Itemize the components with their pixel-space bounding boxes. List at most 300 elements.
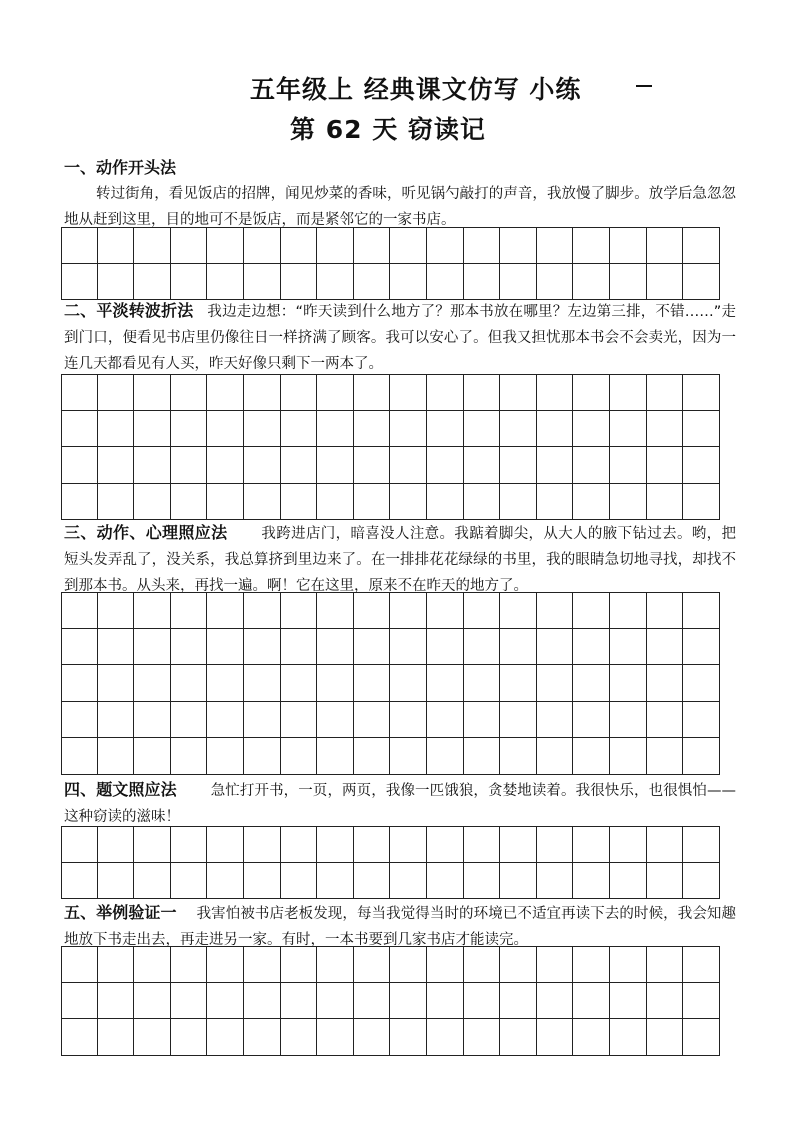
grid-cell[interactable]	[427, 592, 464, 629]
grid-cell[interactable]	[98, 484, 135, 521]
grid-cell[interactable]	[390, 1019, 427, 1056]
grid-cell[interactable]	[610, 374, 647, 411]
grid-cell[interactable]	[573, 665, 610, 702]
grid-cell[interactable]	[317, 983, 354, 1020]
grid-cell[interactable]	[390, 447, 427, 484]
grid-cell[interactable]	[427, 629, 464, 666]
grid-cell[interactable]	[354, 227, 391, 264]
grid-cell[interactable]	[390, 629, 427, 666]
grid-cell[interactable]	[98, 447, 135, 484]
grid-cell[interactable]	[610, 592, 647, 629]
grid-cell[interactable]	[647, 629, 684, 666]
grid-cell[interactable]	[537, 946, 574, 983]
grid-cell[interactable]	[427, 484, 464, 521]
grid-cell[interactable]	[98, 592, 135, 629]
grid-cell[interactable]	[500, 411, 537, 448]
grid-cell[interactable]	[610, 946, 647, 983]
grid-cell[interactable]	[464, 484, 501, 521]
grid-cell[interactable]	[61, 374, 98, 411]
grid-cell[interactable]	[317, 946, 354, 983]
grid-cell[interactable]	[171, 484, 208, 521]
grid-cell[interactable]	[98, 826, 135, 863]
grid-cell[interactable]	[61, 983, 98, 1020]
grid-cell[interactable]	[281, 826, 318, 863]
grid-cell[interactable]	[98, 374, 135, 411]
grid-cell[interactable]	[354, 1019, 391, 1056]
grid-cell[interactable]	[390, 592, 427, 629]
grid-cell[interactable]	[573, 484, 610, 521]
grid-cell[interactable]	[281, 946, 318, 983]
grid-cell[interactable]	[317, 1019, 354, 1056]
grid-cell[interactable]	[171, 629, 208, 666]
grid-cell[interactable]	[244, 946, 281, 983]
grid-cell[interactable]	[281, 374, 318, 411]
grid-cell[interactable]	[61, 738, 98, 775]
grid-cell[interactable]	[244, 863, 281, 900]
grid-cell[interactable]	[573, 946, 610, 983]
grid-cell[interactable]	[390, 738, 427, 775]
grid-cell[interactable]	[354, 447, 391, 484]
grid-cell[interactable]	[244, 374, 281, 411]
grid-cell[interactable]	[317, 665, 354, 702]
grid-cell[interactable]	[683, 983, 720, 1020]
grid-cell[interactable]	[134, 983, 171, 1020]
grid-cell[interactable]	[98, 702, 135, 739]
grid-cell[interactable]	[464, 411, 501, 448]
grid-cell[interactable]	[500, 1019, 537, 1056]
grid-cell[interactable]	[464, 447, 501, 484]
grid-cell[interactable]	[573, 411, 610, 448]
grid-cell[interactable]	[647, 983, 684, 1020]
grid-cell[interactable]	[647, 702, 684, 739]
grid-cell[interactable]	[61, 227, 98, 264]
writing-grid-1[interactable]	[61, 227, 720, 300]
grid-cell[interactable]	[610, 1019, 647, 1056]
grid-cell[interactable]	[171, 983, 208, 1020]
grid-cell[interactable]	[244, 1019, 281, 1056]
grid-cell[interactable]	[207, 264, 244, 301]
grid-cell[interactable]	[207, 1019, 244, 1056]
grid-cell[interactable]	[207, 946, 244, 983]
grid-cell[interactable]	[573, 738, 610, 775]
grid-cell[interactable]	[537, 227, 574, 264]
grid-cell[interactable]	[134, 946, 171, 983]
grid-cell[interactable]	[244, 702, 281, 739]
grid-cell[interactable]	[427, 411, 464, 448]
grid-cell[interactable]	[171, 227, 208, 264]
grid-cell[interactable]	[354, 983, 391, 1020]
grid-cell[interactable]	[317, 484, 354, 521]
grid-cell[interactable]	[537, 592, 574, 629]
grid-cell[interactable]	[171, 665, 208, 702]
grid-cell[interactable]	[317, 447, 354, 484]
grid-cell[interactable]	[281, 227, 318, 264]
grid-cell[interactable]	[683, 484, 720, 521]
grid-cell[interactable]	[61, 411, 98, 448]
grid-cell[interactable]	[134, 227, 171, 264]
grid-cell[interactable]	[537, 863, 574, 900]
writing-grid-3[interactable]	[61, 592, 720, 775]
grid-cell[interactable]	[134, 374, 171, 411]
grid-cell[interactable]	[500, 227, 537, 264]
grid-cell[interactable]	[464, 227, 501, 264]
grid-cell[interactable]	[98, 411, 135, 448]
grid-cell[interactable]	[537, 629, 574, 666]
grid-cell[interactable]	[281, 264, 318, 301]
grid-cell[interactable]	[500, 592, 537, 629]
grid-cell[interactable]	[537, 411, 574, 448]
grid-cell[interactable]	[317, 702, 354, 739]
grid-cell[interactable]	[61, 629, 98, 666]
writing-grid-2[interactable]	[61, 374, 720, 520]
grid-cell[interactable]	[647, 592, 684, 629]
grid-cell[interactable]	[573, 592, 610, 629]
grid-cell[interactable]	[683, 1019, 720, 1056]
grid-cell[interactable]	[98, 863, 135, 900]
grid-cell[interactable]	[647, 946, 684, 983]
grid-cell[interactable]	[390, 374, 427, 411]
grid-cell[interactable]	[537, 983, 574, 1020]
grid-cell[interactable]	[244, 665, 281, 702]
grid-cell[interactable]	[647, 447, 684, 484]
grid-cell[interactable]	[207, 484, 244, 521]
grid-cell[interactable]	[500, 863, 537, 900]
grid-cell[interactable]	[683, 227, 720, 264]
grid-row	[61, 983, 720, 1020]
grid-cell[interactable]	[647, 411, 684, 448]
grid-cell[interactable]	[281, 629, 318, 666]
grid-cell[interactable]	[427, 863, 464, 900]
grid-cell[interactable]	[244, 264, 281, 301]
grid-cell[interactable]	[317, 374, 354, 411]
grid-cell[interactable]	[610, 863, 647, 900]
grid-cell[interactable]	[464, 946, 501, 983]
grid-cell[interactable]	[610, 983, 647, 1020]
grid-cell[interactable]	[281, 863, 318, 900]
section-5-heading: 五、举例验证一	[64, 903, 177, 922]
grid-cell[interactable]	[134, 1019, 171, 1056]
writing-grid-5[interactable]	[61, 946, 720, 1056]
grid-cell[interactable]	[537, 738, 574, 775]
grid-cell[interactable]	[171, 946, 208, 983]
grid-cell[interactable]	[354, 665, 391, 702]
grid-cell[interactable]	[207, 983, 244, 1020]
grid-cell[interactable]	[281, 592, 318, 629]
grid-cell[interactable]	[537, 665, 574, 702]
grid-cell[interactable]	[317, 629, 354, 666]
grid-cell[interactable]	[427, 983, 464, 1020]
grid-cell[interactable]	[244, 484, 281, 521]
grid-cell[interactable]	[390, 484, 427, 521]
grid-cell[interactable]	[537, 264, 574, 301]
grid-cell[interactable]	[390, 665, 427, 702]
grid-cell[interactable]	[317, 826, 354, 863]
grid-cell[interactable]	[61, 946, 98, 983]
grid-cell[interactable]	[61, 665, 98, 702]
grid-cell[interactable]	[427, 946, 464, 983]
grid-cell[interactable]	[390, 264, 427, 301]
grid-cell[interactable]	[464, 629, 501, 666]
grid-cell[interactable]	[573, 826, 610, 863]
grid-cell[interactable]	[207, 738, 244, 775]
grid-cell[interactable]	[171, 738, 208, 775]
grid-cell[interactable]	[427, 826, 464, 863]
grid-cell[interactable]	[427, 738, 464, 775]
grid-cell[interactable]	[610, 665, 647, 702]
grid-cell[interactable]	[244, 411, 281, 448]
grid-cell[interactable]	[647, 374, 684, 411]
grid-cell[interactable]	[171, 264, 208, 301]
grid-cell[interactable]	[573, 447, 610, 484]
grid-cell[interactable]	[573, 983, 610, 1020]
grid-cell[interactable]	[281, 447, 318, 484]
grid-cell[interactable]	[171, 702, 208, 739]
grid-cell[interactable]	[500, 826, 537, 863]
grid-cell[interactable]	[427, 665, 464, 702]
grid-cell[interactable]	[244, 592, 281, 629]
grid-cell[interactable]	[134, 592, 171, 629]
grid-cell[interactable]	[98, 738, 135, 775]
grid-cell[interactable]	[610, 702, 647, 739]
grid-cell[interactable]	[683, 863, 720, 900]
grid-cell[interactable]	[683, 264, 720, 301]
grid-cell[interactable]	[281, 665, 318, 702]
grid-cell[interactable]	[354, 702, 391, 739]
grid-cell[interactable]	[390, 411, 427, 448]
grid-cell[interactable]	[683, 702, 720, 739]
section-1-text: 转过街角，看见饭店的招牌，闻见炒菜的香味，听见锅勺敲打的声音，我放慢了脚步。放学后急忽忽地从赶到这里，目的地可不是饭店，而是紧邻它的一家书店。	[64, 186, 736, 228]
grid-cell[interactable]	[464, 983, 501, 1020]
grid-cell[interactable]	[500, 665, 537, 702]
grid-cell[interactable]	[134, 702, 171, 739]
grid-cell[interactable]	[683, 665, 720, 702]
grid-cell[interactable]	[61, 447, 98, 484]
grid-cell[interactable]	[610, 629, 647, 666]
grid-cell[interactable]	[207, 227, 244, 264]
grid-cell[interactable]	[134, 447, 171, 484]
grid-cell[interactable]	[573, 374, 610, 411]
grid-cell[interactable]	[134, 484, 171, 521]
grid-cell[interactable]	[134, 411, 171, 448]
grid-cell[interactable]	[610, 227, 647, 264]
grid-cell[interactable]	[207, 665, 244, 702]
grid-cell[interactable]	[317, 592, 354, 629]
grid-cell[interactable]	[244, 983, 281, 1020]
grid-cell[interactable]	[354, 592, 391, 629]
grid-cell[interactable]	[134, 665, 171, 702]
grid-cell[interactable]	[537, 484, 574, 521]
grid-cell[interactable]	[390, 983, 427, 1020]
grid-cell[interactable]	[317, 227, 354, 264]
grid-cell[interactable]	[537, 447, 574, 484]
grid-cell[interactable]	[134, 264, 171, 301]
grid-cell[interactable]	[354, 629, 391, 666]
grid-cell[interactable]	[500, 484, 537, 521]
grid-cell[interactable]	[171, 863, 208, 900]
grid-cell[interactable]	[390, 227, 427, 264]
grid-cell[interactable]	[98, 946, 135, 983]
grid-cell[interactable]	[244, 826, 281, 863]
grid-cell[interactable]	[354, 826, 391, 863]
grid-cell[interactable]	[317, 264, 354, 301]
grid-cell[interactable]	[500, 946, 537, 983]
grid-cell[interactable]	[171, 592, 208, 629]
grid-cell[interactable]	[244, 447, 281, 484]
grid-cell[interactable]	[573, 264, 610, 301]
grid-cell[interactable]	[207, 826, 244, 863]
grid-cell[interactable]	[647, 826, 684, 863]
grid-cell[interactable]	[354, 738, 391, 775]
grid-cell[interactable]	[390, 702, 427, 739]
grid-cell[interactable]	[683, 946, 720, 983]
grid-cell[interactable]	[647, 738, 684, 775]
grid-cell[interactable]	[537, 826, 574, 863]
grid-cell[interactable]	[98, 227, 135, 264]
grid-cell[interactable]	[390, 946, 427, 983]
grid-cell[interactable]	[427, 702, 464, 739]
grid-cell[interactable]	[98, 1019, 135, 1056]
grid-cell[interactable]	[61, 863, 98, 900]
grid-cell[interactable]	[244, 227, 281, 264]
grid-cell[interactable]	[610, 264, 647, 301]
grid-cell[interactable]	[610, 484, 647, 521]
grid-cell[interactable]	[537, 1019, 574, 1056]
grid-cell[interactable]	[610, 826, 647, 863]
grid-cell[interactable]	[647, 863, 684, 900]
grid-cell[interactable]	[610, 411, 647, 448]
section-4-text: 四、题文照应法 急忙打开书，一页，两页，我像一匹饿狼，贪婪地读着。我很快乐，也很惧怕——这种窃读的滋味！	[64, 780, 736, 825]
grid-cell[interactable]	[134, 629, 171, 666]
grid-cell[interactable]	[134, 863, 171, 900]
grid-cell[interactable]	[244, 738, 281, 775]
grid-cell[interactable]	[281, 411, 318, 448]
grid-cell[interactable]	[61, 264, 98, 301]
grid-row	[61, 1019, 720, 1056]
grid-cell[interactable]	[207, 863, 244, 900]
grid-cell[interactable]	[464, 1019, 501, 1056]
grid-cell[interactable]	[207, 411, 244, 448]
grid-cell[interactable]	[134, 826, 171, 863]
grid-cell[interactable]	[683, 374, 720, 411]
grid-cell[interactable]	[427, 374, 464, 411]
grid-cell[interactable]	[354, 484, 391, 521]
grid-cell[interactable]	[171, 374, 208, 411]
grid-cell[interactable]	[207, 374, 244, 411]
grid-cell[interactable]	[683, 447, 720, 484]
grid-cell[interactable]	[573, 702, 610, 739]
grid-cell[interactable]	[244, 629, 281, 666]
grid-cell[interactable]	[281, 484, 318, 521]
grid-cell[interactable]	[354, 863, 391, 900]
grid-cell[interactable]	[647, 1019, 684, 1056]
grid-cell[interactable]	[647, 665, 684, 702]
grid-cell[interactable]	[61, 1019, 98, 1056]
grid-cell[interactable]	[171, 411, 208, 448]
grid-cell[interactable]	[390, 863, 427, 900]
grid-cell[interactable]	[207, 592, 244, 629]
grid-cell[interactable]	[610, 447, 647, 484]
grid-cell[interactable]	[464, 374, 501, 411]
grid-cell[interactable]	[683, 738, 720, 775]
grid-cell[interactable]	[171, 1019, 208, 1056]
grid-cell[interactable]	[427, 447, 464, 484]
grid-cell[interactable]	[610, 738, 647, 775]
grid-cell[interactable]	[573, 1019, 610, 1056]
grid-cell[interactable]	[500, 983, 537, 1020]
grid-cell[interactable]	[537, 374, 574, 411]
grid-cell[interactable]	[354, 374, 391, 411]
grid-cell[interactable]	[573, 863, 610, 900]
grid-cell[interactable]	[61, 592, 98, 629]
grid-cell[interactable]	[354, 946, 391, 983]
grid-cell[interactable]	[98, 264, 135, 301]
grid-cell[interactable]	[61, 702, 98, 739]
grid-cell[interactable]	[207, 702, 244, 739]
grid-cell[interactable]	[134, 738, 171, 775]
grid-cell[interactable]	[647, 264, 684, 301]
grid-cell[interactable]	[354, 411, 391, 448]
grid-cell[interactable]	[683, 629, 720, 666]
grid-cell[interactable]	[317, 411, 354, 448]
grid-cell[interactable]	[464, 665, 501, 702]
writing-grid-4[interactable]	[61, 826, 720, 899]
grid-cell[interactable]	[683, 411, 720, 448]
grid-cell[interactable]	[464, 702, 501, 739]
grid-cell[interactable]	[500, 374, 537, 411]
grid-cell[interactable]	[98, 629, 135, 666]
grid-cell[interactable]	[573, 629, 610, 666]
grid-cell[interactable]	[683, 592, 720, 629]
grid-cell[interactable]	[281, 702, 318, 739]
grid-cell[interactable]	[464, 264, 501, 301]
grid-cell[interactable]	[427, 264, 464, 301]
grid-cell[interactable]	[317, 863, 354, 900]
grid-cell[interactable]	[647, 227, 684, 264]
grid-cell[interactable]	[98, 665, 135, 702]
grid-cell[interactable]	[207, 447, 244, 484]
grid-cell[interactable]	[207, 629, 244, 666]
grid-cell[interactable]	[537, 702, 574, 739]
grid-cell[interactable]	[427, 1019, 464, 1056]
grid-cell[interactable]	[464, 863, 501, 900]
grid-cell[interactable]	[500, 629, 537, 666]
grid-cell[interactable]	[573, 227, 610, 264]
grid-cell[interactable]	[500, 738, 537, 775]
grid-cell[interactable]	[281, 738, 318, 775]
grid-cell[interactable]	[464, 592, 501, 629]
grid-cell[interactable]	[647, 484, 684, 521]
grid-cell[interactable]	[281, 983, 318, 1020]
grid-cell[interactable]	[500, 447, 537, 484]
grid-cell[interactable]	[427, 227, 464, 264]
grid-cell[interactable]	[464, 826, 501, 863]
grid-cell[interactable]	[171, 826, 208, 863]
grid-row	[61, 264, 720, 301]
grid-cell[interactable]	[683, 826, 720, 863]
grid-cell[interactable]	[500, 264, 537, 301]
grid-cell[interactable]	[500, 702, 537, 739]
grid-cell[interactable]	[171, 447, 208, 484]
grid-cell[interactable]	[464, 738, 501, 775]
grid-cell[interactable]	[61, 484, 98, 521]
grid-cell[interactable]	[390, 826, 427, 863]
grid-cell[interactable]	[317, 738, 354, 775]
grid-cell[interactable]	[354, 264, 391, 301]
grid-cell[interactable]	[61, 826, 98, 863]
grid-cell[interactable]	[98, 983, 135, 1020]
grid-row	[61, 629, 720, 666]
grid-cell[interactable]	[281, 1019, 318, 1056]
